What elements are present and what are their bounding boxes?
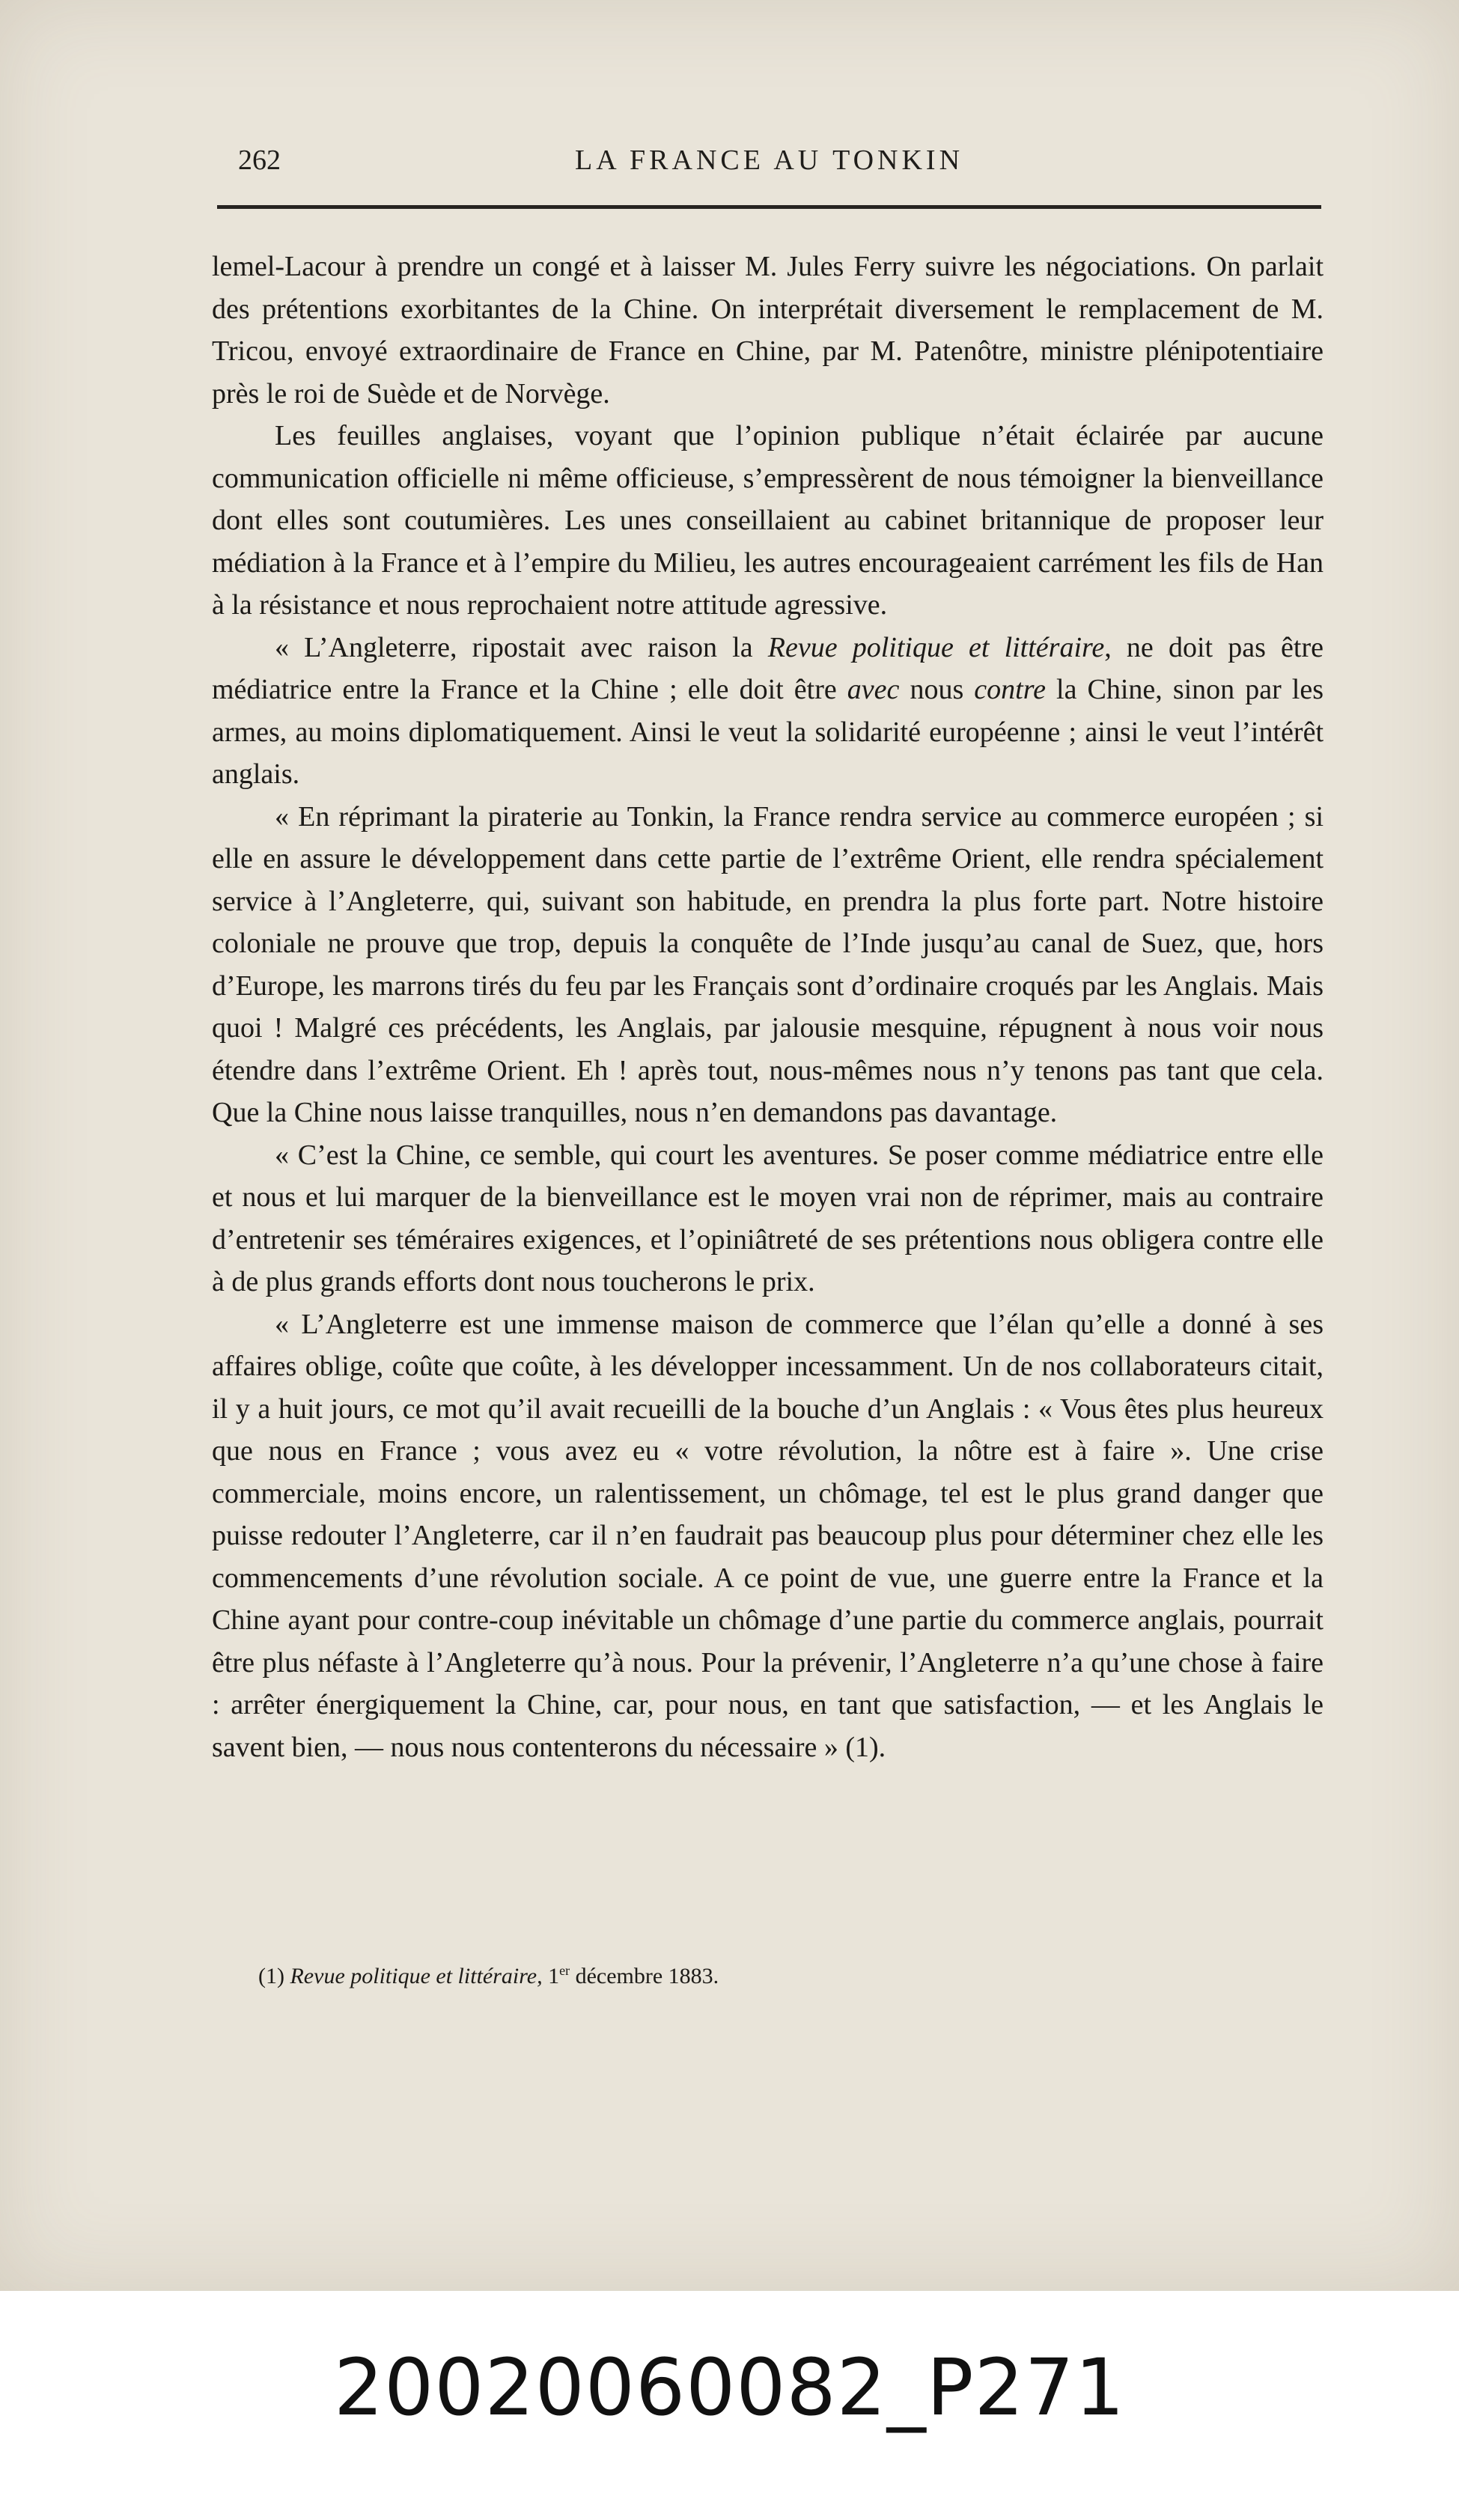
italic-run: contre — [974, 674, 1046, 705]
paragraph — [212, 627, 1324, 796]
footnote-day-suffix: er — [559, 1963, 570, 1978]
text-run: lemel-Lacour à prendre un congé et à laisser M. Jules Ferry suivre les négociations. On parlait des prétentions exorbitantes de la Chine. On interprétait diversement le remplacement de M. Tricou, envoyé extraordinaire de France en Chine, par M. Patenôtre, ministre plénipotentiaire près le roi de Suède et de Norvège. — [212, 251, 1324, 410]
text-run: la Chine, sinon par les armes, au moins diplomatiquement. Ainsi le veut la solidarité européenne ; ainsi le veut l’intérêt anglais. — [212, 674, 1324, 790]
text-run: Les feuilles anglaises, voyant que l’opinion publique n’était éclairée par aucune communication officielle ni même officieuse, s’empressèrent de nous témoigner la bienveillance dont elles sont coutumières. Les unes conseillaient au cabinet britannique de proposer leur médiation à la France et à l’empire du Milieu, les autres encourageaient carrément les fils de Han à la résistance et nous reprochaient notre attitude agressive. — [212, 420, 1324, 621]
header-rule — [217, 205, 1321, 209]
running-title: LA FRANCE AU TONKIN — [574, 144, 964, 176]
paragraph — [212, 1134, 1324, 1303]
footnote-source-title: Revue politique et littéraire, — [290, 1964, 543, 1988]
footnote-day: 1 — [548, 1964, 560, 1988]
page-number: 262 — [238, 144, 281, 176]
text-run: « L’Angleterre, ripostait avec raison la — [275, 631, 768, 663]
text-run: « En réprimant la piraterie au Tonkin, la France rendra service au commerce européen ; si elle en assure le développement dans cette partie de l’extrême Orient, elle rendra spécialement service à l’Angleterre, qui, suivant son habitude, en prendra la plus forte part. Notre histoire coloniale ne prouve que trop, depuis la conquête de l’Inde jusqu’au canal de Suez, que, hors d’Europe, les marrons tirés du feu par les Français sont d’ordinaire croqués par les Anglais. Mais quoi ! Malgré ces précédents, les Anglais, par jalousie mesquine, répugnent à nous voir nous étendre dans l’extrême Orient. Eh ! après tout, nous-mêmes nous n’y tenons pas tant que cela. Que la Chine nous laisse tranquilles, nous n’en demandons pas davantage. — [212, 800, 1324, 1128]
text-run: « L’Angleterre est une immense maison de commerce que l’élan qu’elle a donné à ses affaires oblige, coûte que coûte, à les développer incessamment. Un de nos collaborateurs citait, il y a huit jours, ce mot qu’il avait recueilli de la bouche d’un Anglais : « Vous êtes plus heureux que nous en France ; vous avez eu « votre révolution, la nôtre est à faire ». Une crise commerciale, moins encore, un ralentissement, un chômage, tel est le plus grand danger que puisse redouter l’Angleterre, car il n’en faudrait pas beaucoup plus pour déterminer chez elle les commencements d’une révolution sociale. A ce point de vue, une guerre entre la France et la Chine ayant pour contre-coup inévitable un chômage d’une partie du commerce anglais, pourrait être plus néfaste à l’Angleterre qu’à nous. Pour la prévenir, l’Angleterre n’a qu’une chose à faire : arrêter énergiquement la Chine, car, pour nous, en tant que satisfaction, — et les Anglais le savent bien, — nous nous contenterons du nécessaire » (1). — [212, 1308, 1324, 1763]
paragraph — [212, 246, 1324, 415]
italic-run: avec — [847, 674, 900, 705]
footnote-marker: (1) — [258, 1964, 284, 1988]
text-run: , ne doit pas être médiatrice entre la France et la Chine ; elle doit être — [212, 631, 1324, 705]
running-head — [217, 141, 1321, 186]
paragraph — [212, 1303, 1324, 1769]
body-text — [212, 246, 1324, 1768]
paragraph — [212, 415, 1324, 627]
footnote — [258, 1963, 1306, 1989]
italic-run: Revue politique et littéraire — [767, 631, 1105, 663]
paragraph — [212, 796, 1324, 1134]
footnote-date: décembre 1883. — [575, 1964, 719, 1988]
text-run: « C’est la Chine, ce semble, qui court les aventures. Se poser comme médiatrice entre elle et nous et lui marquer de la bienveillance est le moyen vrai non de réprimer, mais au contraire d’entretenir ses téméraires exigences, et l’opiniâtreté de ses prétentions nous obligera contre elle à de plus grands efforts dont nous toucherons le prix. — [212, 1139, 1324, 1297]
image-id-caption: 20020060082_P271 — [333, 2342, 1126, 2433]
text-run: nous — [899, 674, 975, 705]
